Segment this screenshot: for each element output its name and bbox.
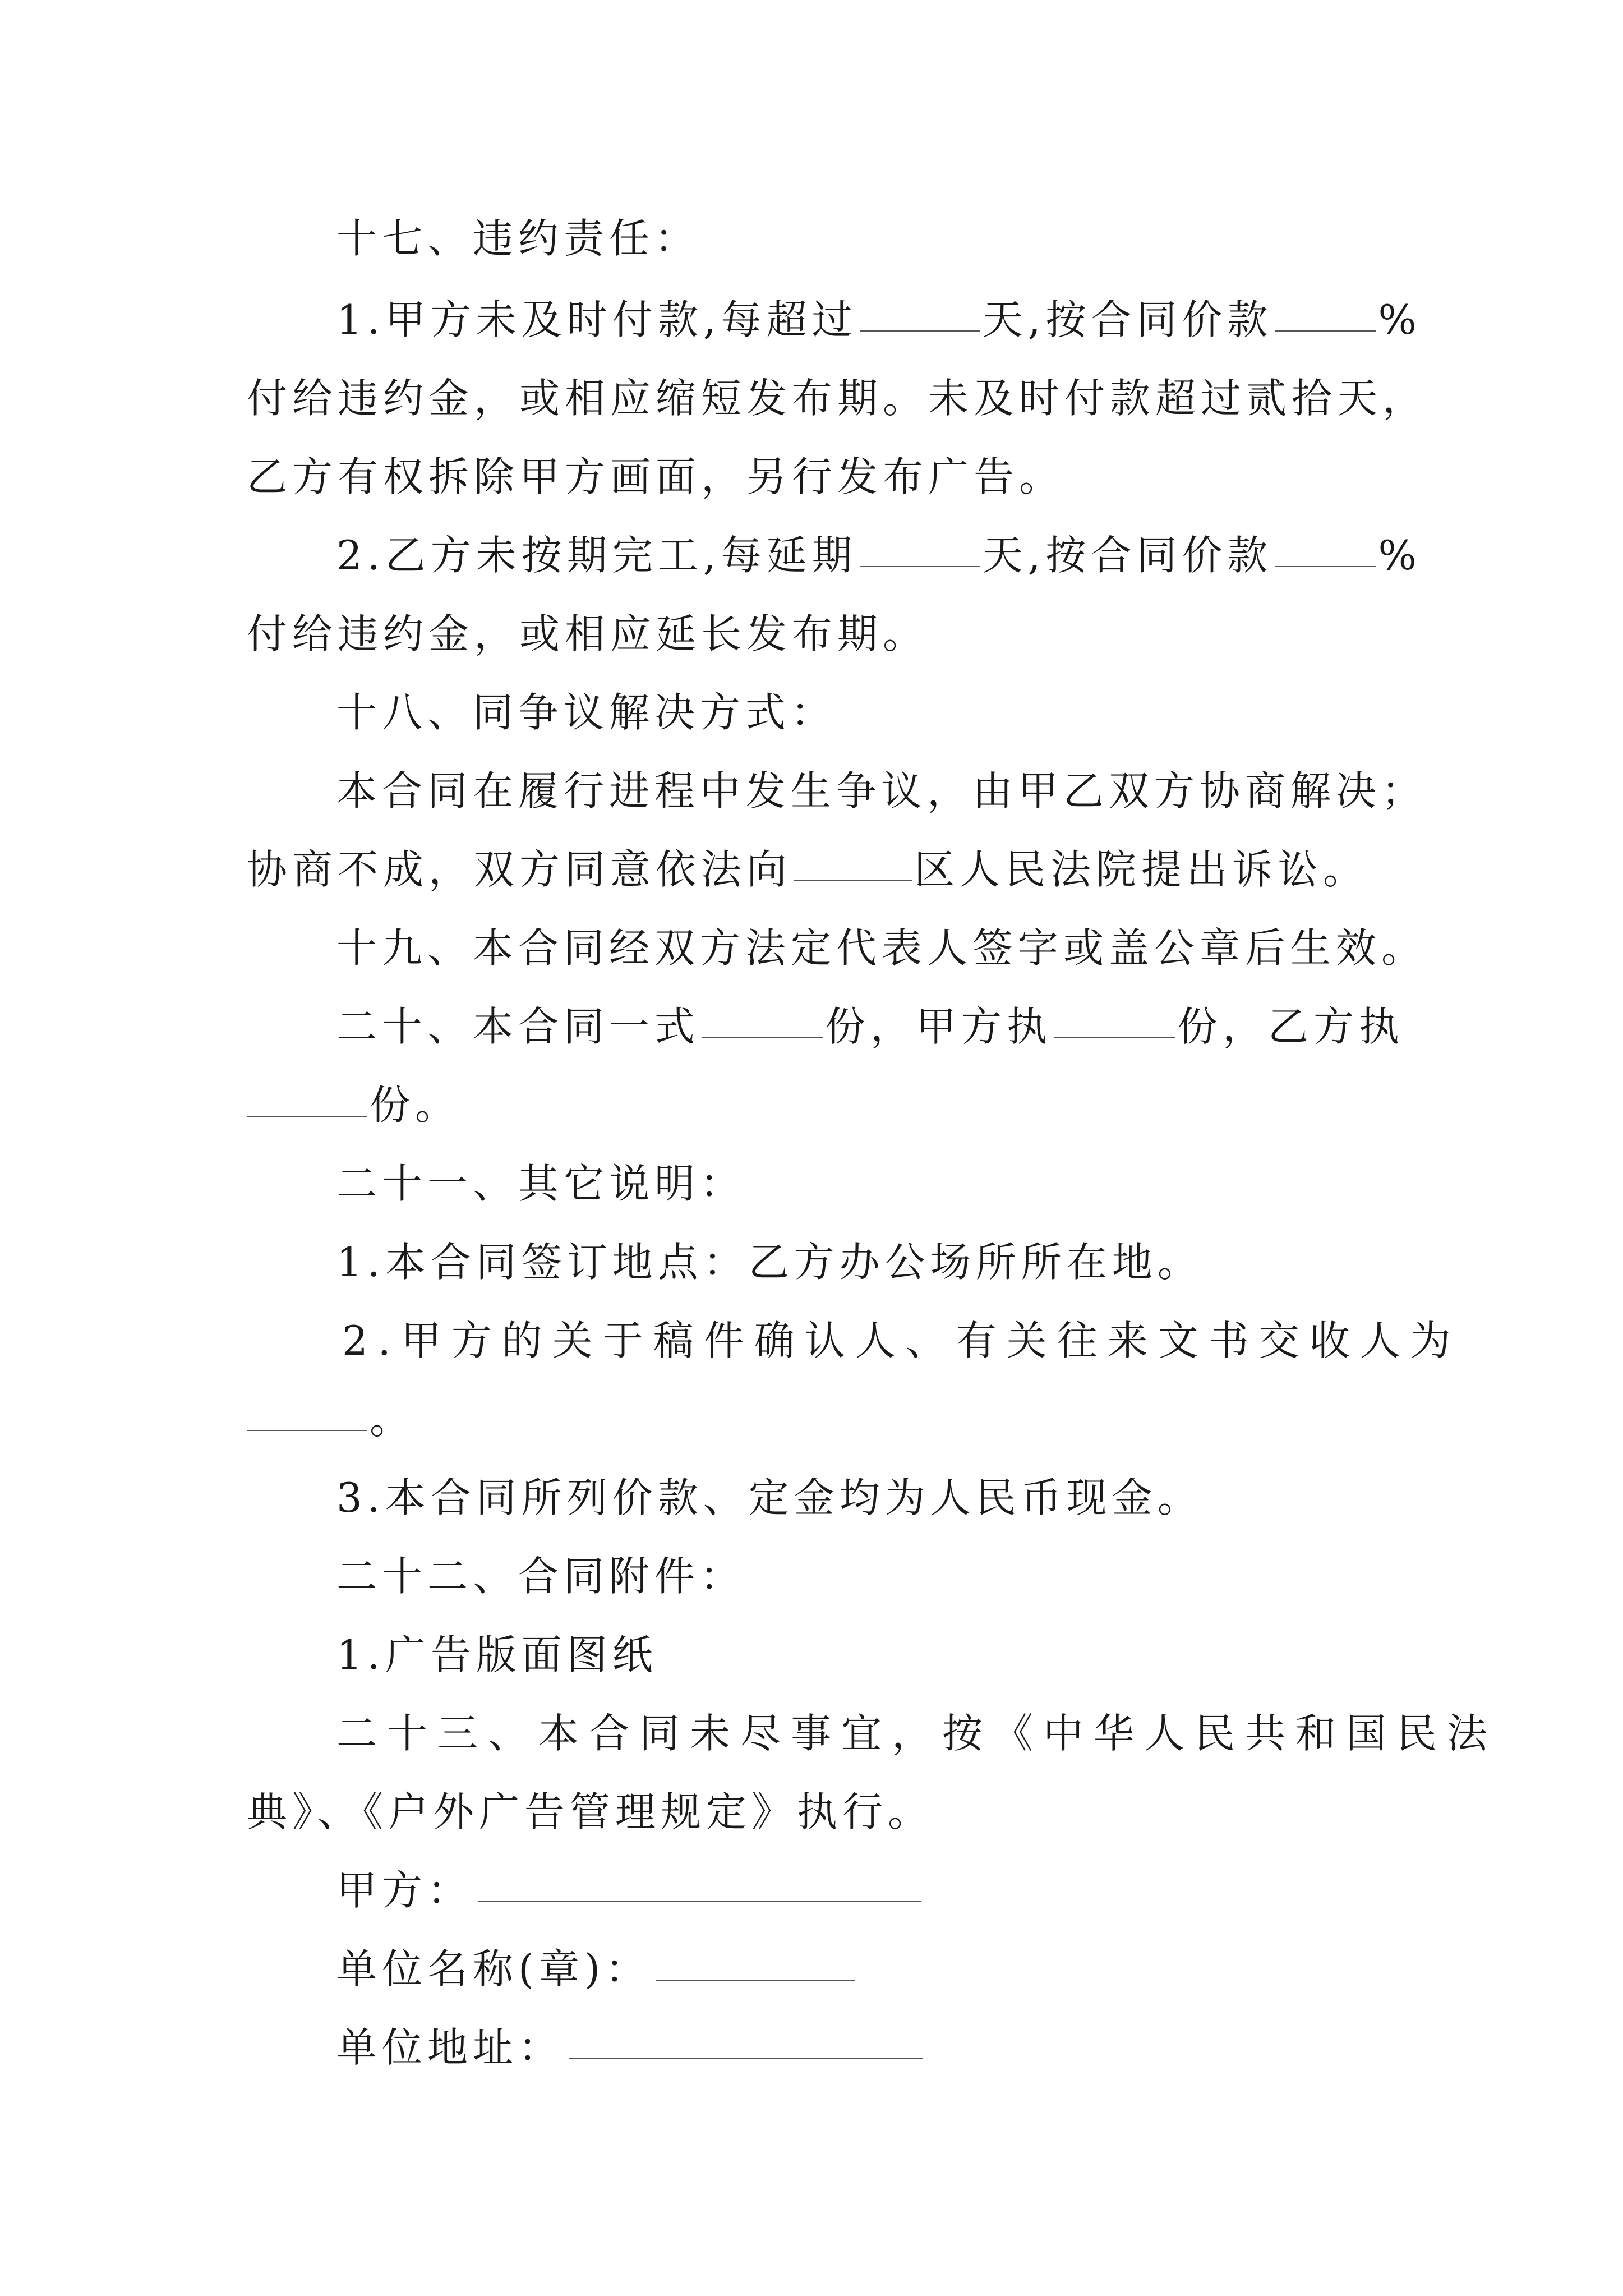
blank-percent: [1275, 329, 1376, 332]
clause-17-1-line-1: 1.甲方未及时付款,每超过 天,按合同价款 %: [336, 296, 1422, 343]
signature-party-a: 甲方：: [0, 1860, 1623, 1921]
blank-court: [794, 879, 912, 881]
clause-21-3: 3.本合同所列价款、定金均为人民币现金。: [336, 1474, 1203, 1521]
clause-21-2-line-1: 2.甲方的关于稿件确认人、有关往来文书交收人为: [342, 1317, 1461, 1364]
signature-party-a-blank: [478, 1900, 921, 1902]
section-20-line-2: 份。: [0, 1074, 1623, 1136]
clause-22-1: 1.广告版面图纸: [336, 1631, 658, 1678]
blank-contact-person: [247, 1429, 367, 1431]
section-17-heading: 十七、违约责任：: [336, 215, 700, 262]
clause-17-1-line-3: 乙方有权拆除甲方画面，另行发布广告。: [247, 453, 1065, 500]
clause-17-2-line-1: 2.乙方未按期完工,每延期 天,按合同价款 %: [336, 532, 1422, 579]
signature-unit-name: 单位名称(章)：: [0, 1938, 1623, 2000]
clause-21-1: 1.本合同签订地点：乙方办公场所所在地。: [336, 1239, 1203, 1286]
section-19: 十九、本合同经双方法定代表人签字或盖公章后生效。: [336, 924, 1427, 972]
blank-percent: [1275, 565, 1376, 567]
blank-days: [860, 565, 980, 567]
section-22-heading: 二十二、合同附件：: [336, 1553, 746, 1600]
clause-18-line-1: 本合同在履行进程中发生争议，由甲乙双方协商解决；: [336, 767, 1427, 815]
blank-copies-party-a: [1054, 1036, 1175, 1038]
signature-unit-address-blank: [569, 2057, 923, 2059]
section-23-line-1: 二十三、本合同未尽事宜，按《中华人民共和国民法: [336, 1710, 1498, 1757]
blank-days: [860, 329, 980, 332]
clause-17-2-line-2: 付给违约金，或相应延长发布期。: [247, 610, 929, 657]
section-21-heading: 二十一、其它说明：: [336, 1160, 746, 1207]
clause-18-line-2: 协商不成，双方同意依法向 区人民法院提出诉讼。: [247, 846, 1369, 893]
section-20-line-1: 二十、本合同一式 份，甲方执 份，乙方执: [336, 1003, 1405, 1050]
section-18-heading: 十八、同争议解决方式：: [336, 689, 837, 736]
clause-17-1-line-2: 付给违约金，或相应缩短发布期。未及时付款超过贰拾天，: [247, 375, 1428, 422]
signature-unit-address: 单位地址：: [0, 2017, 1623, 2078]
clause-21-2-line-2: 。: [0, 1388, 1623, 1450]
blank-copies-party-b: [247, 1115, 367, 1117]
signature-unit-name-blank: [656, 1978, 855, 1981]
section-23-line-2: 典》、《户外广告管理规定》执行。: [247, 1788, 934, 1835]
blank-copies-total: [702, 1036, 823, 1038]
